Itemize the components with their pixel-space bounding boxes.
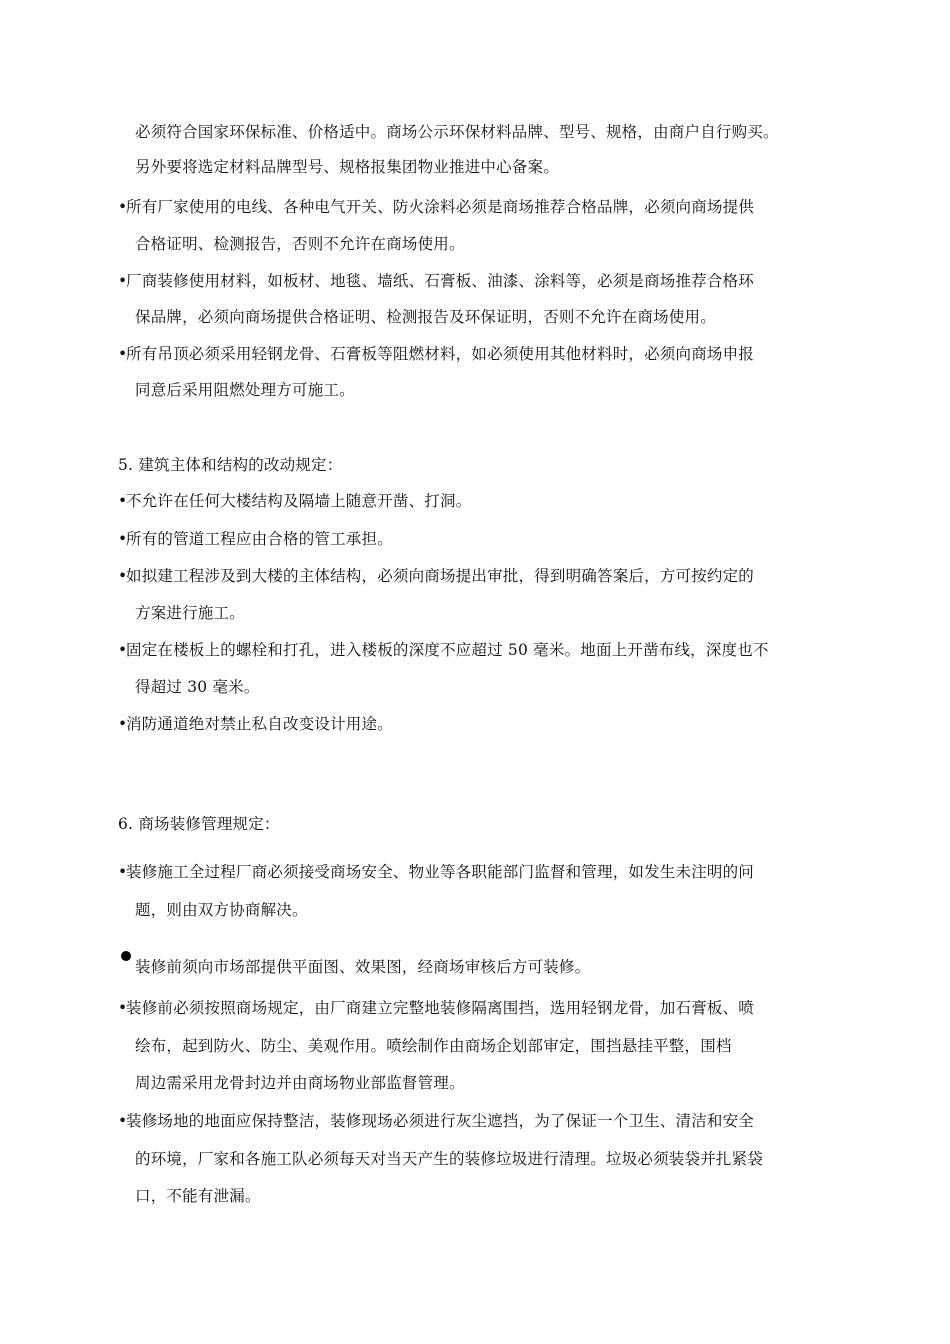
bullet-item: •装修前必须按照商场规定，由厂商建立完整地装修隔离围挡，选用轻钢龙骨，加石膏板、喷 <box>118 999 755 1017</box>
bullet-item: •如拟建工程涉及到大楼的主体结构，必须向商场提出审批，得到明确答案后，方可按约定的 <box>118 567 755 585</box>
paragraph-line: 同意后采用阻燃处理方可施工。 <box>135 381 355 399</box>
bullet-item: •固定在楼板上的螺栓和打孔，进入楼板的深度不应超过 50 毫米。地面上开凿布线，深度也不 <box>118 641 769 659</box>
bullet-dot-icon <box>121 951 131 961</box>
bullet-item: •装修场地的地面应保持整洁，装修现场必须进行灰尘遮挡，为了保证一个卫生、清洁和安全 <box>118 1112 755 1130</box>
bullet-marker: • <box>118 999 128 1017</box>
bullet-marker: • <box>118 1112 128 1130</box>
bullet-marker: • <box>118 863 128 881</box>
paragraph-line: 装修前须向市场部提供平面图、效果图，经商场审核后方可装修。 <box>135 958 591 976</box>
bullet-marker: • <box>118 272 128 290</box>
bullet-item: •所有厂家使用的电线、各种电气开关、防火涂料必须是商场推荐合格品牌，必须向商场提供 <box>118 198 755 216</box>
paragraph-line: 得超过 30 毫米。 <box>135 678 260 696</box>
bullet-item: •不允许在任何大楼结构及隔墙上随意开凿、打洞。 <box>118 492 472 510</box>
bullet-marker: • <box>118 492 128 510</box>
section-heading-6: 6. 商场装修管理规定： <box>118 815 280 833</box>
bullet-item: •所有吊顶必须采用轻钢龙骨、石膏板等阻燃材料，如必须使用其他材料时，必须向商场申报 <box>118 345 755 363</box>
paragraph-line: 另外要将选定材料品牌型号、规格报集团物业推进中心备案。 <box>135 158 559 176</box>
bullet-marker: • <box>118 198 128 216</box>
bullet-item: •所有的管道工程应由合格的管工承担。 <box>118 530 393 548</box>
bullet-item: •厂商装修使用材料，如板材、地毯、墙纸、石膏板、油漆、涂料等，必须是商场推荐合格环 <box>118 272 755 290</box>
bullet-item: •消防通道绝对禁止私自改变设计用途。 <box>118 715 393 733</box>
bullet-item: •装修施工全过程厂商必须接受商场安全、物业等各职能部门监督和管理，如发生未注明的问 <box>118 863 755 881</box>
bullet-marker: • <box>118 345 128 363</box>
paragraph-line: 必须符合国家环保标准、价格适中。商场公示环保材料品牌、型号、规格，由商户自行购买。 <box>135 123 779 141</box>
paragraph-line: 的环境，厂家和各施工队必须每天对当天产生的装修垃圾进行清理。垃圾必须装袋并扎紧袋 <box>135 1150 764 1168</box>
section-heading-5: 5. 建筑主体和结构的改动规定： <box>118 456 343 474</box>
paragraph-line: 绘布，起到防火、防尘、美观作用。喷绘制作由商场企划部审定，围挡悬挂平整，围档 <box>135 1037 732 1055</box>
paragraph-line: 周边需采用龙骨封边并由商场物业部监督管理。 <box>135 1074 465 1092</box>
bullet-marker: • <box>118 567 128 585</box>
bullet-marker: • <box>118 641 128 659</box>
bullet-marker: • <box>118 530 128 548</box>
paragraph-line: 口，不能有泄漏。 <box>135 1187 261 1205</box>
paragraph-line: 题，则由双方协商解决。 <box>135 901 308 919</box>
paragraph-line: 保品牌，必须向商场提供合格证明、检测报告及环保证明，否则不允许在商场使用。 <box>135 308 716 326</box>
bullet-marker: • <box>118 715 128 733</box>
paragraph-line: 方案进行施工。 <box>135 604 245 622</box>
paragraph-line: 合格证明、检测报告，否则不允许在商场使用。 <box>135 235 465 253</box>
